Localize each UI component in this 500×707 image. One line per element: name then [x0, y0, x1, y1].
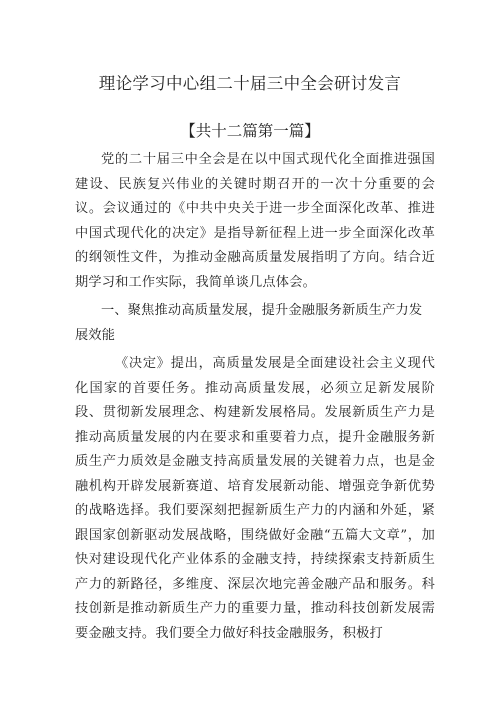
document-title: 理论学习中心组二十届三中全会研讨发言 [98, 74, 402, 93]
body-paragraph: 《决定》提出，高质量发展是全面建设社会主义现代化国家的首要任务。推动高质量发展，必须立足新发展阶段、贯彻新发展理念、构建新发展格局。发展新质生产力是推动高质量发展的内在要求和重要着力点，提升金融服务新质生产力质效是金融支持高质量发展的关键着力点，也是金融机构开辟发展新赛道、培育发展新动能、增强竞争新优势的战略选择。我们要深刻把握新质生产力的内涵和外延，紧跟国家创新驱动发展战略，围绕做好金融“五篇大文章”，加快对建设现代化产业体系的金融支持，持续探索支持新质生产力的新路径，多维度、深层次地完善金融产品和服务。科技创新是推动新质生产力的重要力量，推动科技创新发展需要金融支持。我们要全力做好科技金融服务，积极打 [75, 356, 435, 641]
section-heading: 一、聚焦推动高质量发展，提升金融服务新质生产力发展效能 [75, 303, 423, 343]
document-subtitle: 【共十二篇第一篇】 [180, 122, 320, 140]
intro-paragraph: 党的二十届三中全会是在以中国式现代化全面推进强国建设、民族复兴伟业的关键时期召开的一次十分重要的会议。会议通过的《中共中央关于进一步全面深化改革、推进中国式现代化的决定》是指导新征程上进一步全面深化改革的纲领性文件，为推动金融高质量发展指明了方向。结合近期学习和工作实际，我简单谈几点体会。 [75, 152, 435, 290]
document-body [75, 140, 435, 646]
